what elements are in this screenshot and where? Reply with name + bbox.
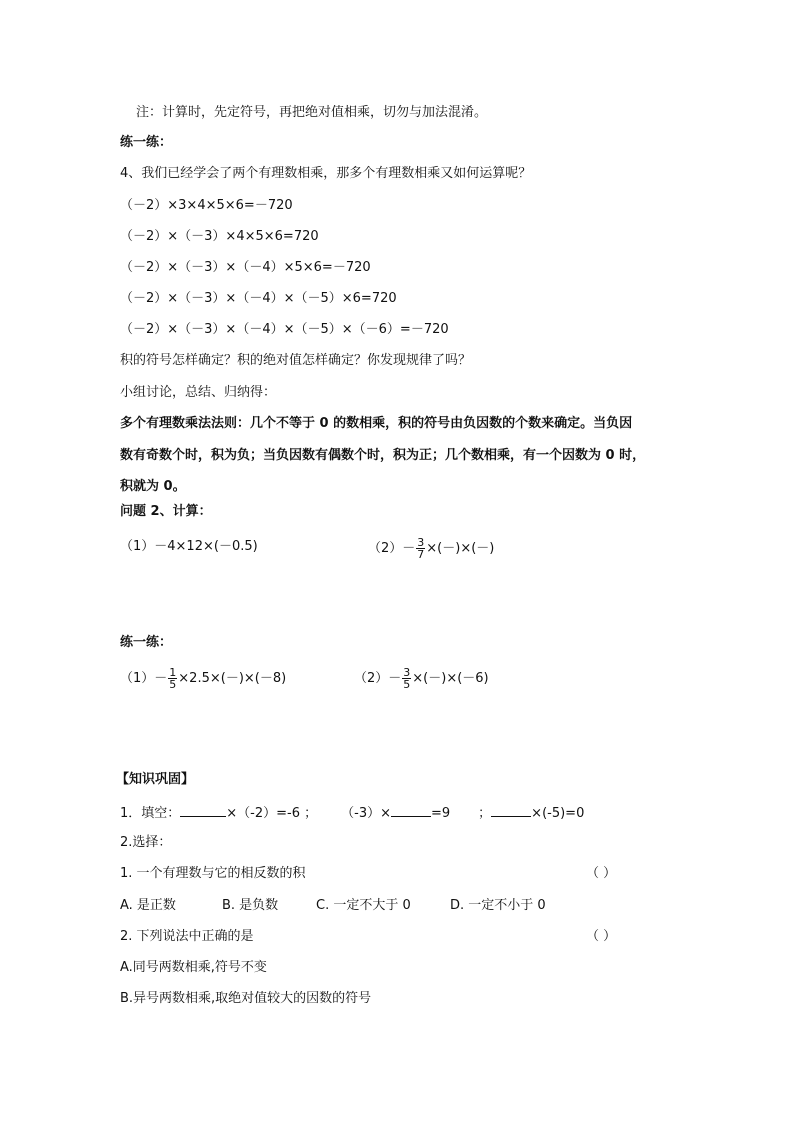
consolidation-heading: 【知识巩固】 <box>116 772 195 787</box>
denominator: 5 <box>169 678 177 691</box>
fill-label: 1．填空： <box>120 806 181 821</box>
option-a: A. 是正数 <box>120 898 176 913</box>
question-sign: 积的符号怎样确定？积的绝对值怎样确定？你发现规律了吗？ <box>120 353 472 368</box>
problem-2-heading: 问题 2、计算： <box>120 504 212 519</box>
practice-heading: 练一练： <box>120 135 173 150</box>
option-d: D. 一定不小于 0 <box>450 898 546 913</box>
numerator: 3 <box>403 666 411 679</box>
answer-parentheses[interactable]: （ ） <box>586 866 617 881</box>
fraction <box>416 537 425 560</box>
rule-line: 数有奇数个时，积为负；当负因数有偶数个时，积为正；几个数相乘，有一个因数为 0 时， <box>120 448 646 463</box>
fill-part-2-suffix: =9 <box>430 806 451 821</box>
problem-2-part-2 <box>368 537 494 560</box>
note-text: 注：计算时，先定符号，再把绝对值相乘，切勿与加法混淆。 <box>136 105 488 120</box>
choice-question-2: 2. 下列说法中正确的是 <box>120 929 254 944</box>
practice-heading: 练一练： <box>120 635 173 650</box>
fraction <box>402 667 411 690</box>
equation-line: （－2）×（－3）×4×5×6=720 <box>120 229 319 244</box>
question-4: 4、我们已经学会了两个有理数相乘，那多个有理数相乘又如何运算呢？ <box>120 166 532 181</box>
answer-blank[interactable] <box>180 802 226 817</box>
fraction <box>168 667 177 690</box>
expr-suffix: ×(－)×(－) <box>426 541 495 556</box>
fill-in-question <box>120 802 584 824</box>
equation-line: （－2）×（－3）×（－4）×（－5）×（－6）=－720 <box>120 322 449 337</box>
answer-blank[interactable] <box>391 802 431 817</box>
practice-part-1 <box>120 667 286 690</box>
equation-line: （－2）×3×4×5×6=－720 <box>120 198 293 213</box>
expr-prefix: （2）－ <box>368 541 416 556</box>
equation-line: （－2）×（－3）×（－4）×（－5）×6=720 <box>120 291 397 306</box>
option-b: B.异号两数相乘,取绝对值较大的因数的符号 <box>120 991 372 1006</box>
expr-suffix: ×2.5×(－)×(－8) <box>178 671 287 686</box>
group-discuss: 小组讨论，总结、归纳得： <box>120 385 277 400</box>
numerator: 3 <box>417 536 425 549</box>
choice-heading: 2.选择： <box>120 835 172 850</box>
option-a: A.同号两数相乘,符号不变 <box>120 960 267 975</box>
rule-line: 多个有理数乘法法则：几个不等于 0 的数相乘，积的符号由负因数的个数来确定。当负因 <box>120 416 633 431</box>
rule-line: 积就为 0。 <box>120 479 186 494</box>
denominator: 5 <box>403 678 411 691</box>
option-c: C. 一定不大于 0 <box>316 898 411 913</box>
fill-part-3-prefix: ； <box>478 806 492 821</box>
equation-line: （－2）×（－3）×（－4）×5×6=－720 <box>120 260 371 275</box>
denominator: 7 <box>417 548 425 561</box>
choice-question-1: 1. 一个有理数与它的相反数的积 <box>120 866 306 881</box>
numerator: 1 <box>169 666 177 679</box>
fill-part-3-suffix: ×(-5)=0 <box>531 806 585 821</box>
practice-part-2 <box>354 667 489 690</box>
answer-blank[interactable] <box>491 802 531 817</box>
fill-part-2-prefix: （-3）× <box>341 806 391 821</box>
expr-prefix: （2）－ <box>354 671 402 686</box>
answer-parentheses[interactable]: （ ） <box>586 929 617 944</box>
fill-part-1: ×（-2）=-6 ； <box>226 806 318 821</box>
problem-2-part-1: （1）－4×12×(－0.5) <box>120 539 258 554</box>
expr-prefix: （1）－ <box>120 671 168 686</box>
expr-suffix: ×(－)×(－6) <box>412 671 489 686</box>
option-b: B. 是负数 <box>222 898 279 913</box>
